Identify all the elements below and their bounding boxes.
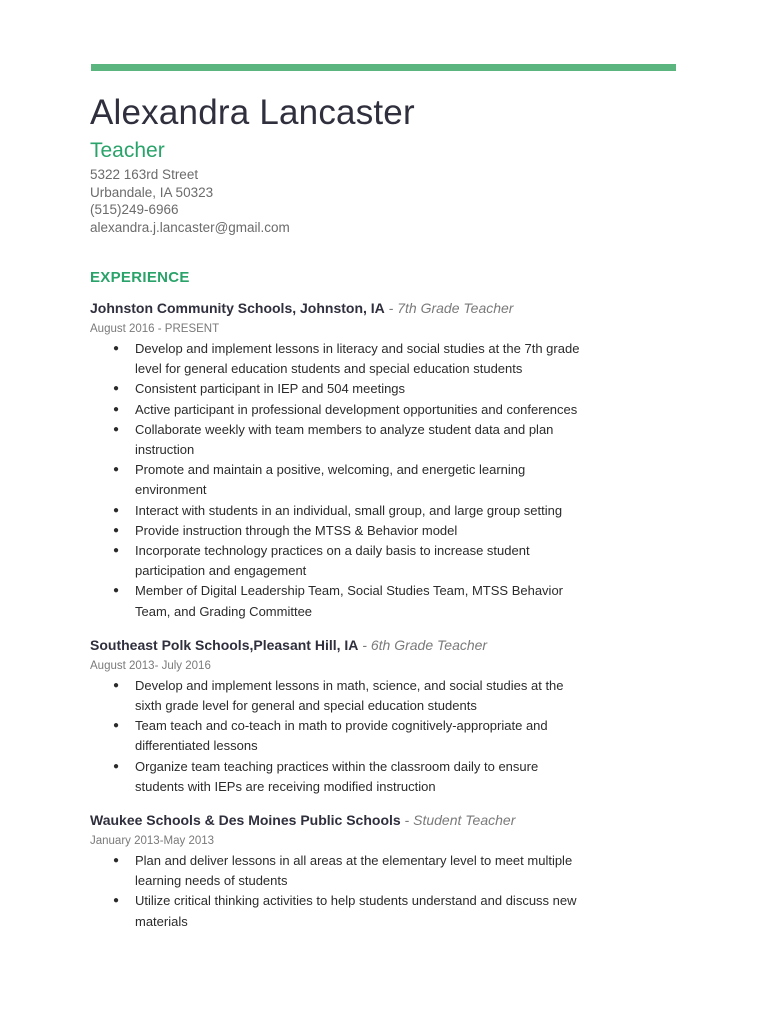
duties-list <box>90 676 650 797</box>
bullet-icon: ● <box>113 343 120 354</box>
job-entry <box>90 299 650 622</box>
bullet-icon: ● <box>113 504 120 516</box>
job-entry <box>90 636 650 797</box>
duty-item <box>90 757 590 797</box>
bullet-icon: ● <box>113 464 120 476</box>
employer-name: Johnston Community Schools, Johnston, IA <box>90 300 385 316</box>
resume-content <box>90 92 650 932</box>
employer-name: Southeast Polk Schools,Pleasant Hill, IA <box>90 636 359 653</box>
duty-item <box>90 460 590 500</box>
duty-item <box>90 891 590 931</box>
bullet-icon: ● <box>113 679 120 691</box>
employment-dates: August 2016 - PRESENT <box>90 323 220 335</box>
experience-heading: EXPERIENCE <box>90 269 190 286</box>
duty-text: Active participant in professional development opportunities and conferences <box>135 401 578 417</box>
header-separator: - <box>384 300 398 316</box>
experience-list <box>90 299 650 932</box>
bullet-icon: ● <box>113 524 120 536</box>
duties-list <box>90 851 650 932</box>
header-rule <box>91 64 676 71</box>
email-address: alexandra.j.lancaster@gmail.com <box>90 219 290 235</box>
employment-dates: August 2013- July 2016 <box>90 659 211 672</box>
duty-item <box>90 851 590 891</box>
job-header <box>90 299 650 317</box>
bullet-icon: ● <box>113 720 120 732</box>
employment-dates: January 2013-May 2013 <box>90 835 215 848</box>
duty-text: Organize team teaching practices within the classroom daily to ensure students with IEPs are receiving modified instruction <box>135 758 539 794</box>
address-line-2: Urbandale, IA 50323 <box>90 184 214 200</box>
position-title: 6th Grade Teacher <box>370 636 488 653</box>
duty-item <box>90 420 590 460</box>
bullet-icon: ● <box>113 545 120 557</box>
candidate-name: Alexandra Lancaster <box>90 93 415 132</box>
duty-text: Team teach and co-teach in math to provide cognitively-appropriate and differentiated lessons <box>135 718 548 754</box>
duty-item <box>90 501 590 521</box>
duty-item <box>90 521 590 541</box>
job-header <box>90 636 650 654</box>
duty-item <box>90 339 590 379</box>
duty-text: Member of Digital Leadership Team, Social Studies Team, MTSS Behavior Team, and Grading Committee <box>135 583 563 619</box>
bullet-icon: ● <box>113 760 120 772</box>
bullet-icon: ● <box>113 423 120 435</box>
duty-text: Develop and implement lessons in literacy and social studies at the 7th grade level for general education students and special education students <box>135 341 580 377</box>
bullet-icon: ● <box>113 585 120 597</box>
contact-info <box>90 166 650 236</box>
duty-text: Consistent participant in IEP and 504 meetings <box>135 381 406 397</box>
bullet-icon: ● <box>113 383 120 395</box>
duty-item <box>90 676 590 716</box>
job-title: Teacher <box>90 139 165 162</box>
phone-number: (515)249-6966 <box>90 202 179 217</box>
duty-text: Incorporate technology practices on a daily basis to increase student participation and engagement <box>135 543 530 579</box>
bullet-icon: ● <box>113 403 120 415</box>
bullet-icon: ● <box>113 895 120 907</box>
duty-text: Interact with students in an individual, small group, and large group setting <box>135 502 563 518</box>
job-header <box>90 811 650 829</box>
position-title: 7th Grade Teacher <box>397 300 514 316</box>
duties-list <box>90 339 650 622</box>
header-separator: - <box>358 636 371 653</box>
position-title: Student Teacher <box>413 812 516 829</box>
duty-text: Collaborate weekly with team members to analyze student data and plan instruction <box>135 421 554 458</box>
job-entry <box>90 811 650 932</box>
duty-item <box>90 581 590 621</box>
duty-text: Provide instruction through the MTSS & Behavior model <box>135 522 458 538</box>
duty-text: Promote and maintain a positive, welcoming, and energetic learning environment <box>135 462 526 498</box>
duty-text: Utilize critical thinking activities to help students understand and discuss new materials <box>135 893 577 929</box>
duty-item <box>90 400 590 420</box>
duty-item <box>90 716 590 756</box>
bullet-icon: ● <box>113 855 120 867</box>
address-line-1: 5322 163rd Street <box>90 167 199 182</box>
duty-text: Develop and implement lessons in math, science, and social studies at the sixth grade level for general and special education students <box>135 677 564 714</box>
duty-item <box>90 541 590 581</box>
duty-item <box>90 379 590 399</box>
duty-text: Plan and deliver lessons in all areas at the elementary level to meet multiple learning needs of students <box>135 853 573 889</box>
header-separator: - <box>400 812 414 829</box>
employer-name: Waukee Schools & Des Moines Public Schools <box>90 812 401 829</box>
